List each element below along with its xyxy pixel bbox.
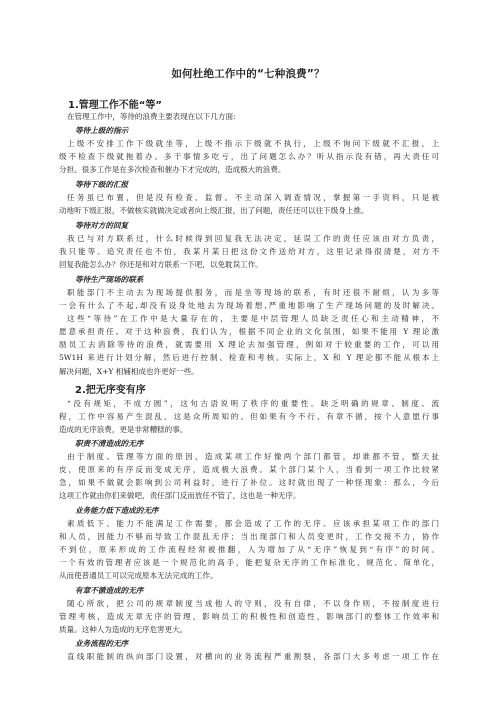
paragraph-line: 励员工去消除等待的浪费，就需要用 X 理论去加强管理，例如对于较重要的工作，可以用 bbox=[59, 340, 439, 350]
paragraph-wait-reply bbox=[59, 232, 439, 271]
subheading-ignore-rules: 有章不循造成的无序 bbox=[75, 586, 144, 595]
paragraph-line: 皮，使原来的有序反而变成无序，造成极大浪费。某个部门某个人，当看到一项工作比较紧 bbox=[59, 465, 439, 475]
subheading-low-ability: 业务能力低下造成的无序 bbox=[75, 506, 159, 515]
paragraph-line: 不到位，原来形成的工作流程经常被推翻，人为增加了从“无序”恢复到“有序”的时间。 bbox=[59, 545, 439, 555]
subheading-wait-subordinate: 等待下级的汇报 bbox=[75, 180, 129, 189]
paragraph-line: 程，工作中容易产生混乱，这是众所周知的。但如果有今不行、有章不循，按个人意愿行事 bbox=[59, 412, 439, 422]
subheading-wait-reply: 等待对方的回复 bbox=[75, 221, 129, 230]
paragraph-line: 造成的无序浪费，更是非常糟糕的事。 bbox=[59, 425, 188, 435]
paragraph-line: 质量。这种人为造成的无序危害更大。 bbox=[59, 625, 188, 635]
paragraph-line: 直线职能制的纵向部门设置，对横向的业务流程严重割裂，各部门大多考虑一项工作在 bbox=[67, 652, 439, 661]
section-1-intro bbox=[59, 110, 439, 123]
paragraph-wait-superior bbox=[59, 137, 439, 176]
paragraph-line: “没有规矩，不成方圆”，这句古语说明了秩序的重要性。缺乏明确的规章、制度、流 bbox=[67, 399, 439, 408]
paragraph-ignore-rules bbox=[59, 597, 439, 636]
paragraph-line: 和人员，因能力不够而导致工作混乱无序；当出现部门和人员变更时，工作交接不力，协作 bbox=[59, 532, 439, 542]
paragraph-line: 一会有什么了不起,却没有设身处地去为现场着想,严重地影响了生产现场问题的及时解决。 bbox=[59, 301, 439, 311]
subheading-process-disorder: 业务流程的无序 bbox=[75, 639, 129, 648]
paragraph-wait-site bbox=[59, 286, 439, 378]
paragraph-line: 这些“等待”在工作中是大量存在的，主要是中层管理人员缺乏责任心和主动精神，不 bbox=[67, 314, 439, 324]
paragraph-line: 级不检查下级就拖着办。多干事情多吃亏，出了问题怎么办？听从指示没有错，再大责任可 bbox=[59, 152, 439, 162]
paragraph-line: 我只能等。追究责任也不怕，我某月某日把这份文件送给对方，这里记录得很清楚，对方不 bbox=[59, 247, 439, 257]
section-1-heading: 1.管理工作不能“等” bbox=[68, 100, 162, 111]
paragraph-line: 职能部门不主动去为现场提供服务，而是坐等现场的联系，有时还很不耐烦，认为多等 bbox=[67, 288, 439, 297]
paragraph-line: 任务虽已布置，但是没有检查、监督。不主动深入调查情况，掌握第一手资料，只是被 bbox=[67, 193, 439, 202]
paragraph-wait-subordinate bbox=[59, 191, 439, 217]
paragraph-line: 我已与对方联系过，什么时候得到回复我无法决定，延误工作的责任应该由对方负责， bbox=[67, 234, 439, 243]
paragraph-line: 由于制度、管理等方面的原因，造成某项工作好像两个部门都管，却谁都不管，整天扯 bbox=[67, 452, 439, 461]
paragraph-line: 在管理工作中，等待的浪费主要表现在以下几方面: bbox=[67, 112, 236, 121]
paragraph-line: 动地听下级汇报，不做核实就做决定或者向上级汇报，出了问题，责任还可以往下级身上推。 bbox=[59, 206, 369, 216]
paragraph-line: 上级不安排工作下级就坐等，上级不指示下级就不执行，上级不询问下级就不汇报，上 bbox=[67, 139, 439, 148]
paragraph-line: 管理考核，造成无章无序的管理，影响员工的积极性和创造性，影响部门的整体工作效率和 bbox=[59, 612, 439, 622]
paragraph-process-disorder bbox=[59, 650, 439, 663]
paragraph-line: 从而使普通员工可以完成原本无法完成的工作。 bbox=[59, 571, 218, 581]
paragraph-line: 一个有效的管理者应该是一个规范化的高手，能把复杂无序的工作标准化、规范化、简单化， bbox=[59, 558, 439, 568]
section-2-intro bbox=[59, 397, 439, 436]
paragraph-line: 解决问题，X+Y 相辅相成也许更好一些。 bbox=[59, 366, 199, 376]
section-2-heading: 2.把无序变有序 bbox=[75, 385, 146, 396]
paragraph-line: 急，如果不做就会影响到公司利益时，进行了补位。这时就出现了一种怪现象：那么，今后 bbox=[59, 478, 439, 488]
paragraph-low-ability bbox=[59, 517, 439, 582]
subheading-wait-site: 等待生产现场的联系 bbox=[75, 275, 144, 284]
paragraph-line: 愿意承担责任。对于这种浪费，我们认为，根据不同企业的文化氛围，如果不能用 Y 理论激 bbox=[59, 327, 439, 337]
subheading-wait-superior: 等待上级的指示 bbox=[75, 126, 129, 135]
paragraph-line: 随心所欲，把公司的规章制度当成他人的守则，没有自律，不以身作则，不按制度进行 bbox=[67, 599, 439, 608]
paragraph-line: 回复我能怎么办？你还是和对方联系一下吧，以免耽误工作。 bbox=[59, 260, 263, 270]
paragraph-line: 素质低下、能力不能满足工作需要，都会造成了工作的无序。应该承担某项工作的部门 bbox=[67, 519, 439, 528]
paragraph-line: 这项工作就由你们来做吧，责任部门反而放任不管了，这也是一种无序。 bbox=[59, 491, 301, 501]
document-title: 如何杜绝工作中的“七种浪费”？ bbox=[171, 68, 325, 80]
paragraph-line: 5W1H 来进行计划分解，然后进行控制、检查和考核。实际上，X 和 Y 理论都不能从根本上 bbox=[59, 353, 439, 363]
paragraph-line: 分担。很多工作是在多次检查和催办下才完成的，造成极大的浪费。 bbox=[59, 165, 286, 175]
subheading-unclear-duties: 职责不清造成的无序 bbox=[75, 439, 144, 448]
paragraph-unclear-duties bbox=[59, 450, 439, 502]
